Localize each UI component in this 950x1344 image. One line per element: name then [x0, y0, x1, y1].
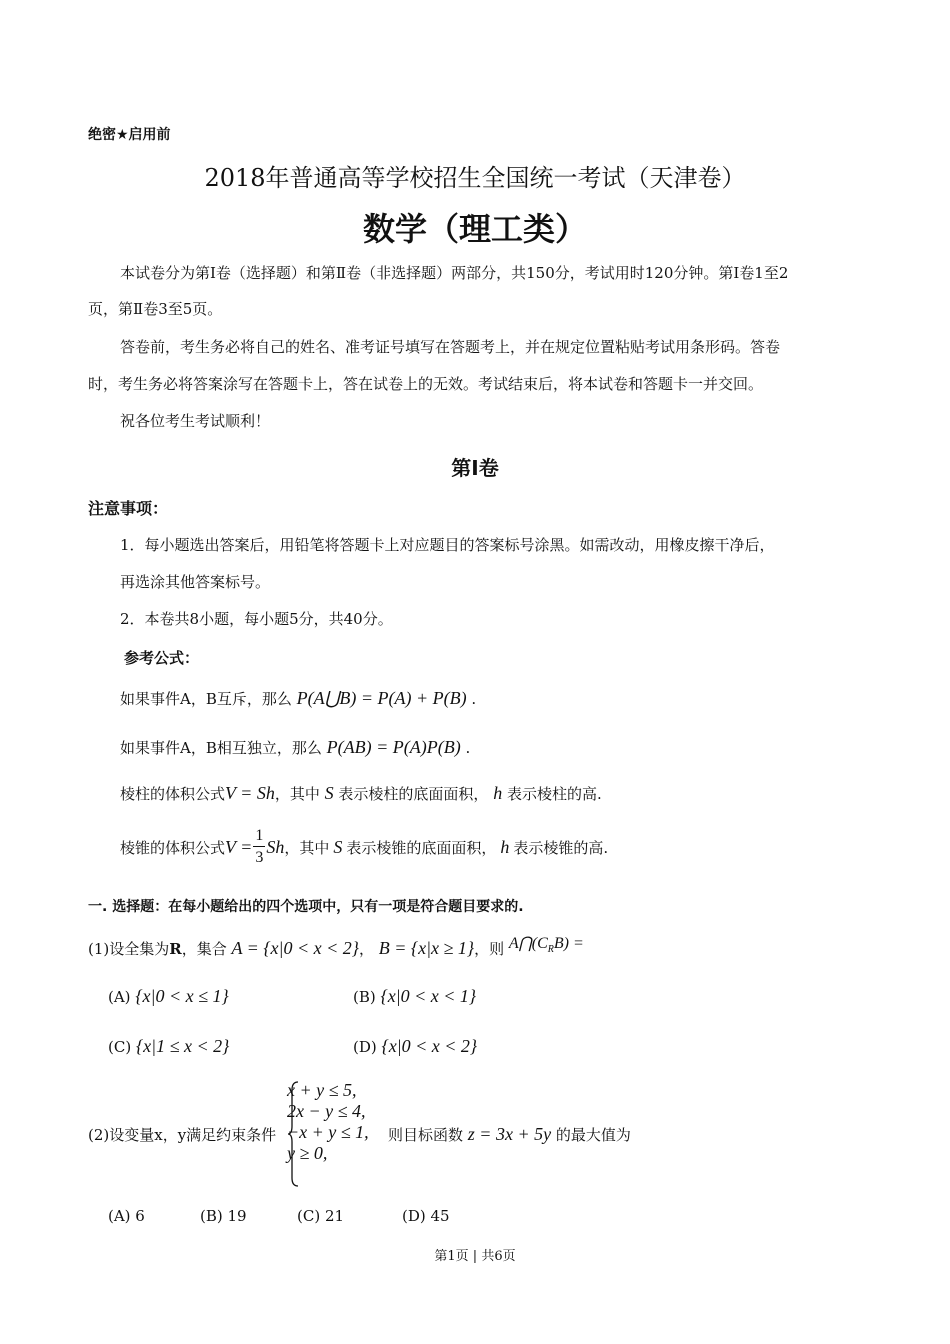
q1-option-b-label: (B): [353, 988, 376, 1006]
q2-objective: [388, 1124, 631, 1145]
formula-4-sh: Sh: [266, 836, 285, 857]
q1-option-d[interactable]: [353, 1036, 477, 1057]
instructions-p1-line1: 本试卷分为第Ⅰ卷（选择题）和第Ⅱ卷（非选择题）两部分，共150分，考试用时120分钟。第Ⅰ卷1至2: [120, 264, 789, 282]
q2-constraint-system: [287, 1080, 397, 1190]
formula-4-h: h: [500, 836, 510, 857]
formula-3-h: h: [493, 783, 503, 803]
note1-line2: 再选涂其他答案标号。: [120, 573, 271, 591]
formula-4-v: V =: [225, 836, 253, 857]
formula-2-text: 如果事件A，B相互独立，那么: [120, 739, 322, 757]
q1-expr-main: A⋂(C: [508, 935, 548, 952]
q1-set-r: R: [169, 940, 182, 958]
formula-1-end: .: [471, 690, 477, 708]
formula-4-label: 棱锥的体积公式: [120, 838, 226, 857]
note2: 2．本卷共8小题，每小题5分，共40分。: [120, 610, 393, 628]
q2-option-d[interactable]: (D) 45: [402, 1207, 450, 1225]
q2-then: 则目标函数: [388, 1126, 464, 1144]
formula-row-3: [120, 783, 602, 804]
q2-constraint-1: x + y ≤ 5,: [287, 1080, 357, 1100]
q1-expression: [508, 935, 584, 956]
formula-3-where: ，其中: [274, 785, 320, 803]
q1-set-b: B = {x|x ≥ 1}: [378, 938, 475, 958]
formula-1-math: P(A⋃B) = P(A) + P(B): [296, 688, 467, 708]
formula-row-2: [120, 737, 470, 758]
q2-constraint-4: y ≥ 0,: [287, 1143, 328, 1163]
q1-option-a[interactable]: [108, 986, 229, 1007]
q1-expr-end: B) =: [553, 935, 584, 952]
q1-option-d-label: (D): [353, 1038, 377, 1056]
formula-4-end: 表示棱锥的高.: [513, 838, 609, 857]
instructions-p1-line2: 页，第Ⅱ卷3至5页。: [88, 300, 223, 318]
instructions-p2-line1: 答卷前，考生务必将自己的姓名、准考证号填写在答题考上，并在规定位置粘贴考试用条形码。答卷: [120, 338, 781, 356]
question-1-stem: [88, 935, 584, 961]
q2-option-c[interactable]: (C) 21: [297, 1207, 345, 1225]
formula-row-1: [120, 688, 476, 709]
q1-set-a: A = {x|0 < x < 2}: [231, 938, 359, 958]
part1-heading: 一. 选择题：在每小题给出的四个选项中，只有一项是符合题目要求的.: [88, 899, 524, 915]
subject-title: 数学（理工类）: [362, 210, 587, 248]
section-title: 第Ⅰ卷: [451, 456, 499, 480]
q2-prefix: (2)设变量x，y满足约束条件: [88, 1126, 277, 1144]
formula-4-fraction: [253, 828, 265, 866]
q2-option-a[interactable]: (A) 6: [108, 1207, 145, 1225]
formula-4-numerator: 1: [253, 828, 265, 847]
note1-line1: 1．每小题选出答案后，用铅笔将答题卡上对应题目的答案标号涂黑。如需改动，用橡皮擦干净后，: [120, 536, 775, 554]
q1-expr-sub: R: [547, 944, 554, 956]
q1-comma: ，: [358, 940, 374, 958]
formula-4-s: S: [333, 836, 343, 857]
formula-1-text: 如果事件A，B互斥，那么: [120, 690, 292, 708]
q2-option-b[interactable]: (B) 19: [200, 1207, 247, 1225]
q2-tail: 的最大值为: [555, 1126, 631, 1144]
q2-obj-function: z = 3x + 5y: [467, 1124, 552, 1144]
notes-heading: 注意事项：: [88, 499, 169, 518]
q1-option-d-value: {x|0 < x < 2}: [381, 1036, 478, 1056]
q1-option-a-value: {x|0 < x ≤ 1}: [135, 986, 229, 1006]
formula-3-s: S: [324, 783, 334, 803]
instructions-p2-line2: 时，考生务必将答案涂写在答题卡上，答在试卷上的无效。考试结束后，将本试卷和答题卡一并交回。: [88, 375, 764, 393]
q1-option-a-label: (A): [108, 988, 131, 1006]
q1-prefix: (1)设全集为: [88, 940, 170, 958]
q2-constraint-3: −x + y ≤ 1,: [287, 1122, 369, 1142]
page-footer: 第1页 | 共6页: [434, 1249, 516, 1264]
formula-2-end: .: [465, 739, 471, 757]
q1-option-c-value: {x|1 ≤ x < 2}: [135, 1036, 230, 1056]
q1-option-b[interactable]: [353, 986, 476, 1007]
q1-mid2: ，则: [474, 940, 505, 958]
q1-option-b-value: {x|0 < x < 1}: [380, 986, 477, 1006]
formula-4-denominator: 3: [255, 849, 264, 866]
q1-mid1: ，集合: [181, 940, 227, 958]
formula-heading: 参考公式：: [124, 649, 200, 667]
formula-3-end: 表示棱柱的高.: [507, 785, 602, 803]
exam-title: 2018年普通高等学校招生全国统一考试（天津卷）: [204, 164, 746, 192]
formula-3-label: 棱柱的体积公式: [120, 785, 226, 803]
formula-row-4: [120, 822, 608, 872]
formula-4-where: ，其中: [284, 838, 330, 857]
q1-option-c[interactable]: [108, 1036, 229, 1057]
formula-3-desc: 表示棱柱的底面面积，: [338, 785, 489, 803]
instructions-p3: 祝各位考生考试顺利！: [120, 412, 271, 430]
formula-3-math: V = Sh: [225, 783, 275, 803]
q2-constraint-2: 2x − y ≤ 4,: [287, 1101, 366, 1121]
formula-2-math: P(AB) = P(A)P(B): [326, 737, 461, 757]
confidential-label: 绝密★启用前: [88, 127, 171, 143]
formula-4-desc: 表示棱锥的底面面积，: [346, 838, 497, 857]
q1-option-c-label: (C): [108, 1038, 132, 1056]
left-brace-icon: [287, 1080, 299, 1188]
